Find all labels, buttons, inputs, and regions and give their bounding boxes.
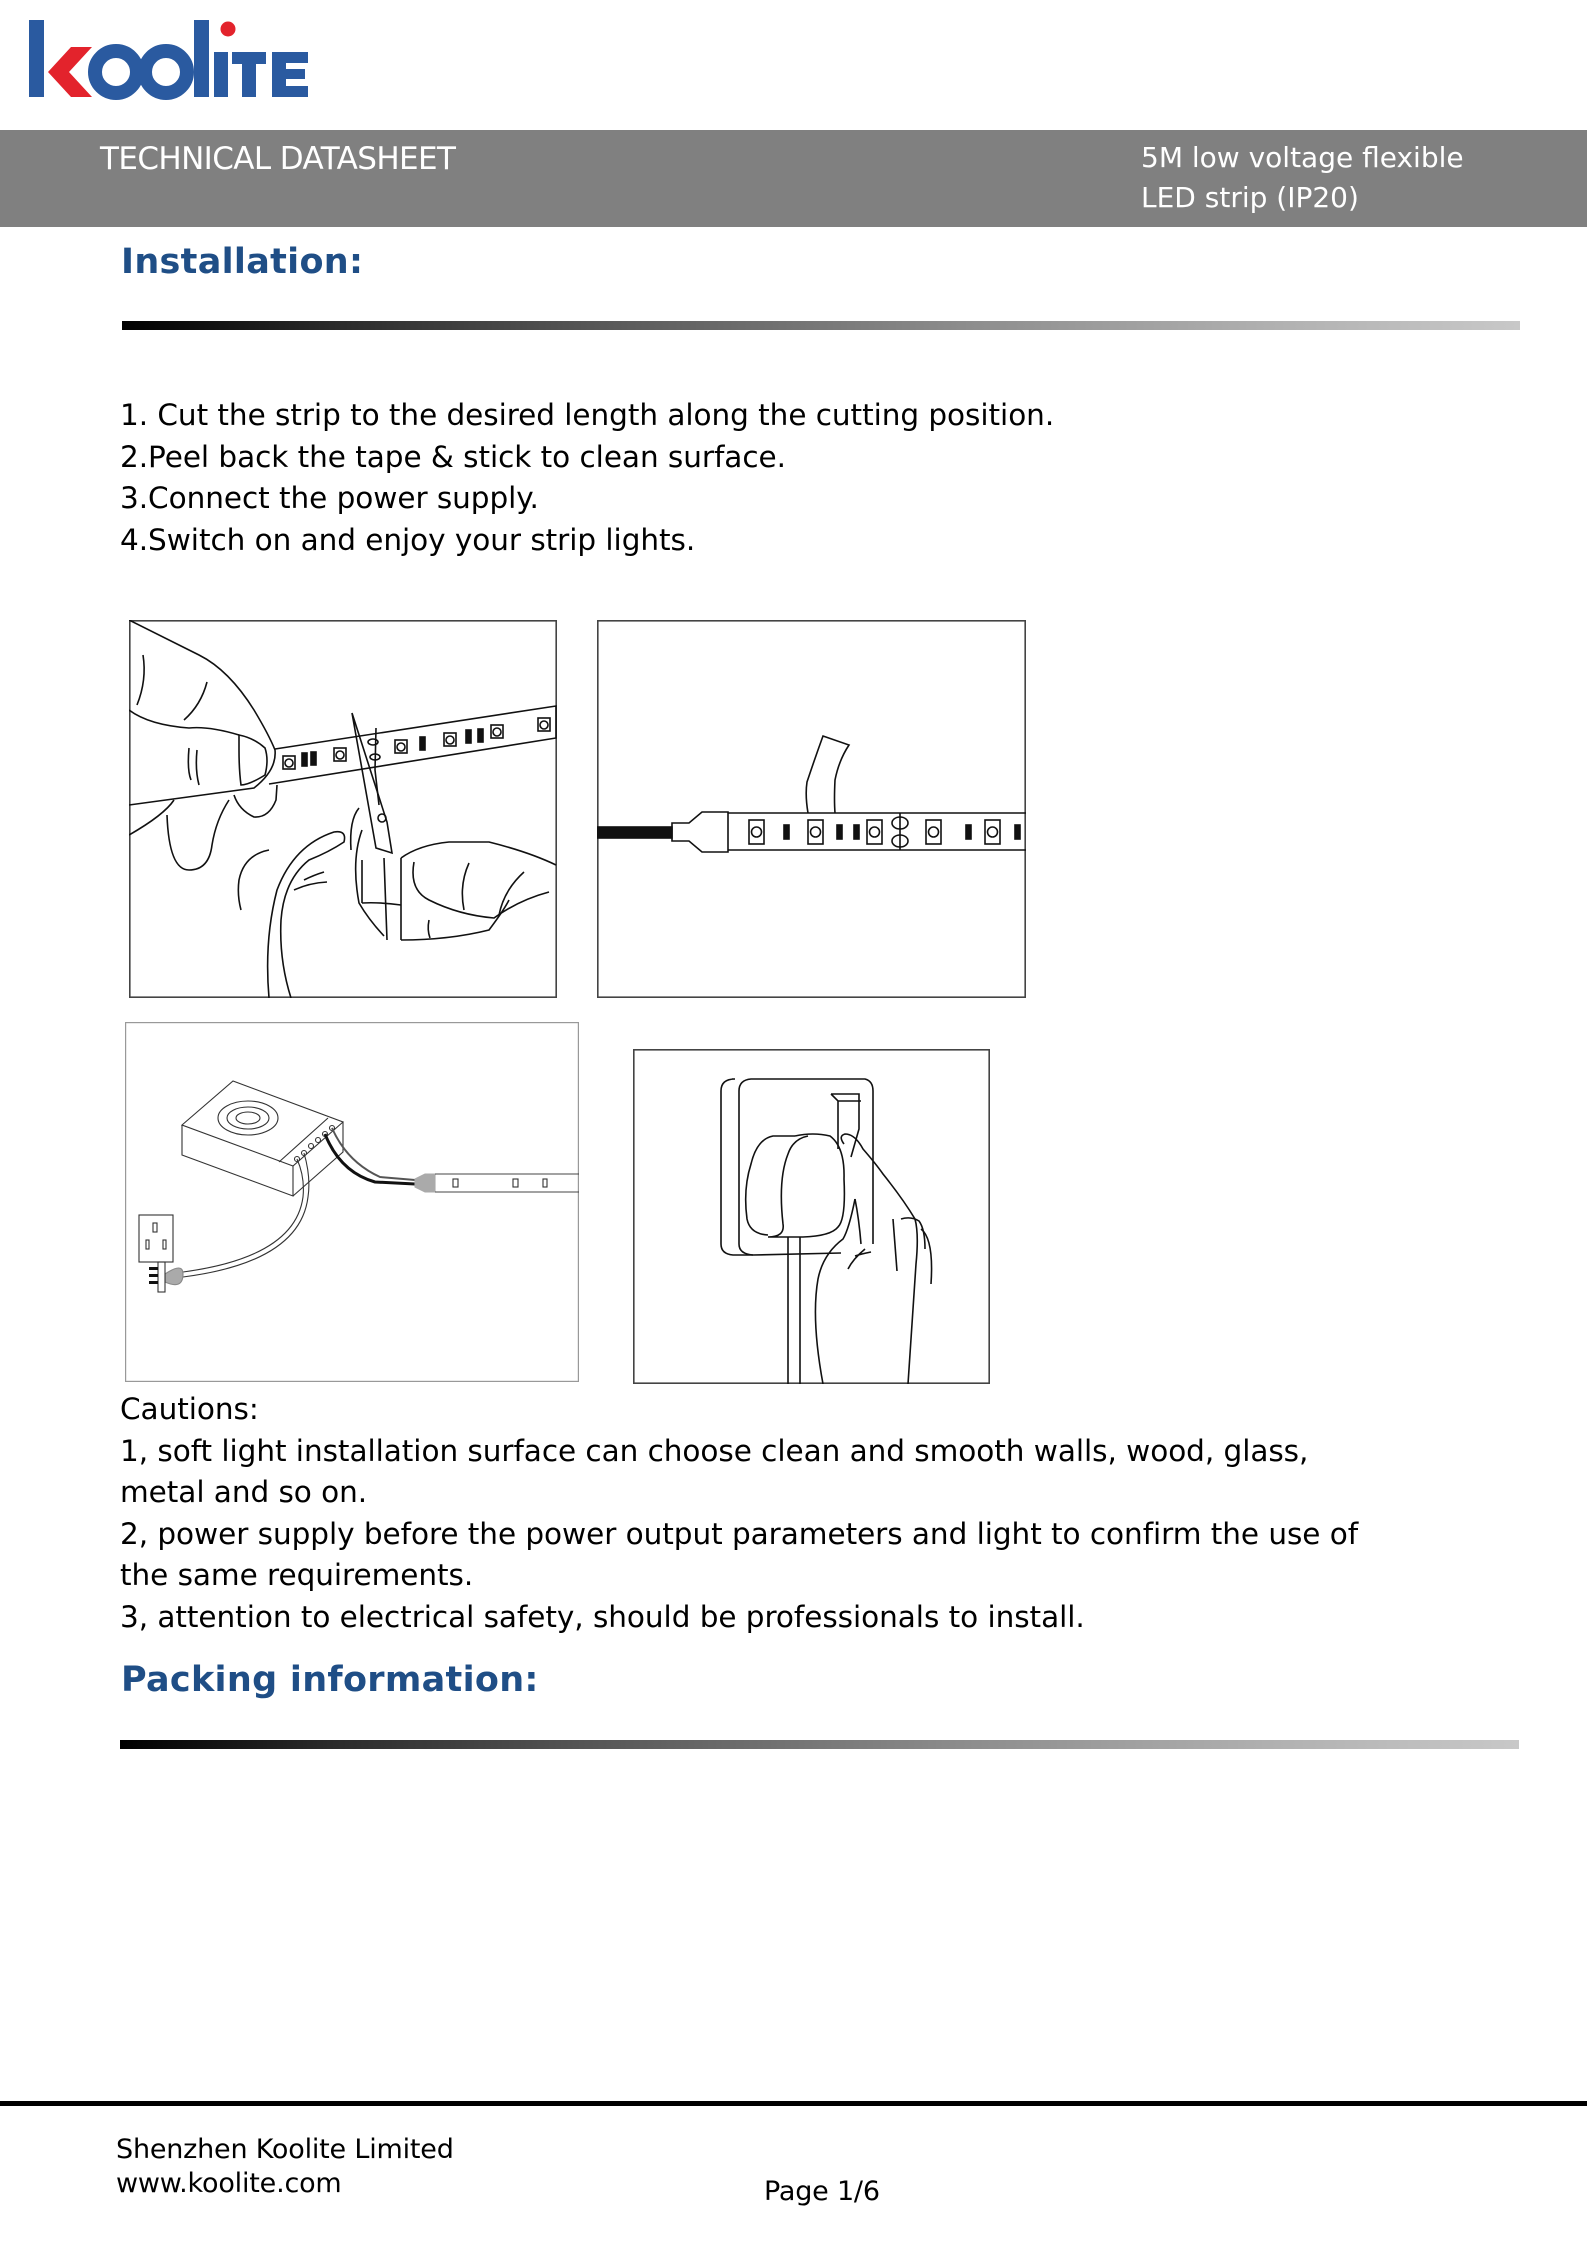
cautions-block [120,1389,1358,1638]
koolite-logo [28,20,318,105]
footer-divider [0,2101,1587,2106]
section-divider [120,1740,1519,1749]
caution-line: 2, power supply before the power output parameters and light to confirm the use of [120,1516,1359,1551]
product-title-line2: LED strip (IP20) [1141,181,1359,214]
switch-on-illustration [633,1049,990,1384]
company-name: Shenzhen Koolite Limited [116,2134,454,2165]
section-divider [122,321,1520,330]
caution-line: 3, attention to electrical safety, should be professionals to install. [120,1599,1085,1634]
peel-tape-illustration [597,620,1026,998]
page-number: Page 1/6 [764,2176,880,2207]
packing-heading: Packing information: [121,1660,539,1700]
document-type: TECHNICAL DATASHEET [100,141,456,177]
caution-line: metal and so on. [120,1475,368,1509]
connect-power-supply-illustration [125,1022,579,1382]
step-item: 3.Connect the power supply. [120,481,539,515]
step-item: 1. Cut the strip to the desired length along the cutting position. [120,398,1055,432]
cautions-title: Cautions: [120,1392,259,1426]
cutting-strip-illustration [129,620,557,998]
caution-line: 1, soft light installation surface can choose clean and smooth walls, wood, glass, [120,1433,1309,1468]
installation-heading: Installation: [121,242,364,282]
installation-steps [120,395,1054,561]
step-item: 4.Switch on and enjoy your strip lights. [120,522,696,557]
product-title-line1: 5M low voltage flexible [1141,141,1464,174]
step-item: 2.Peel back the tape & stick to clean surface. [120,439,786,474]
product-title [1141,138,1464,218]
caution-line: the same requirements. [120,1558,474,1592]
website-link[interactable]: www.koolite.com [116,2168,342,2199]
